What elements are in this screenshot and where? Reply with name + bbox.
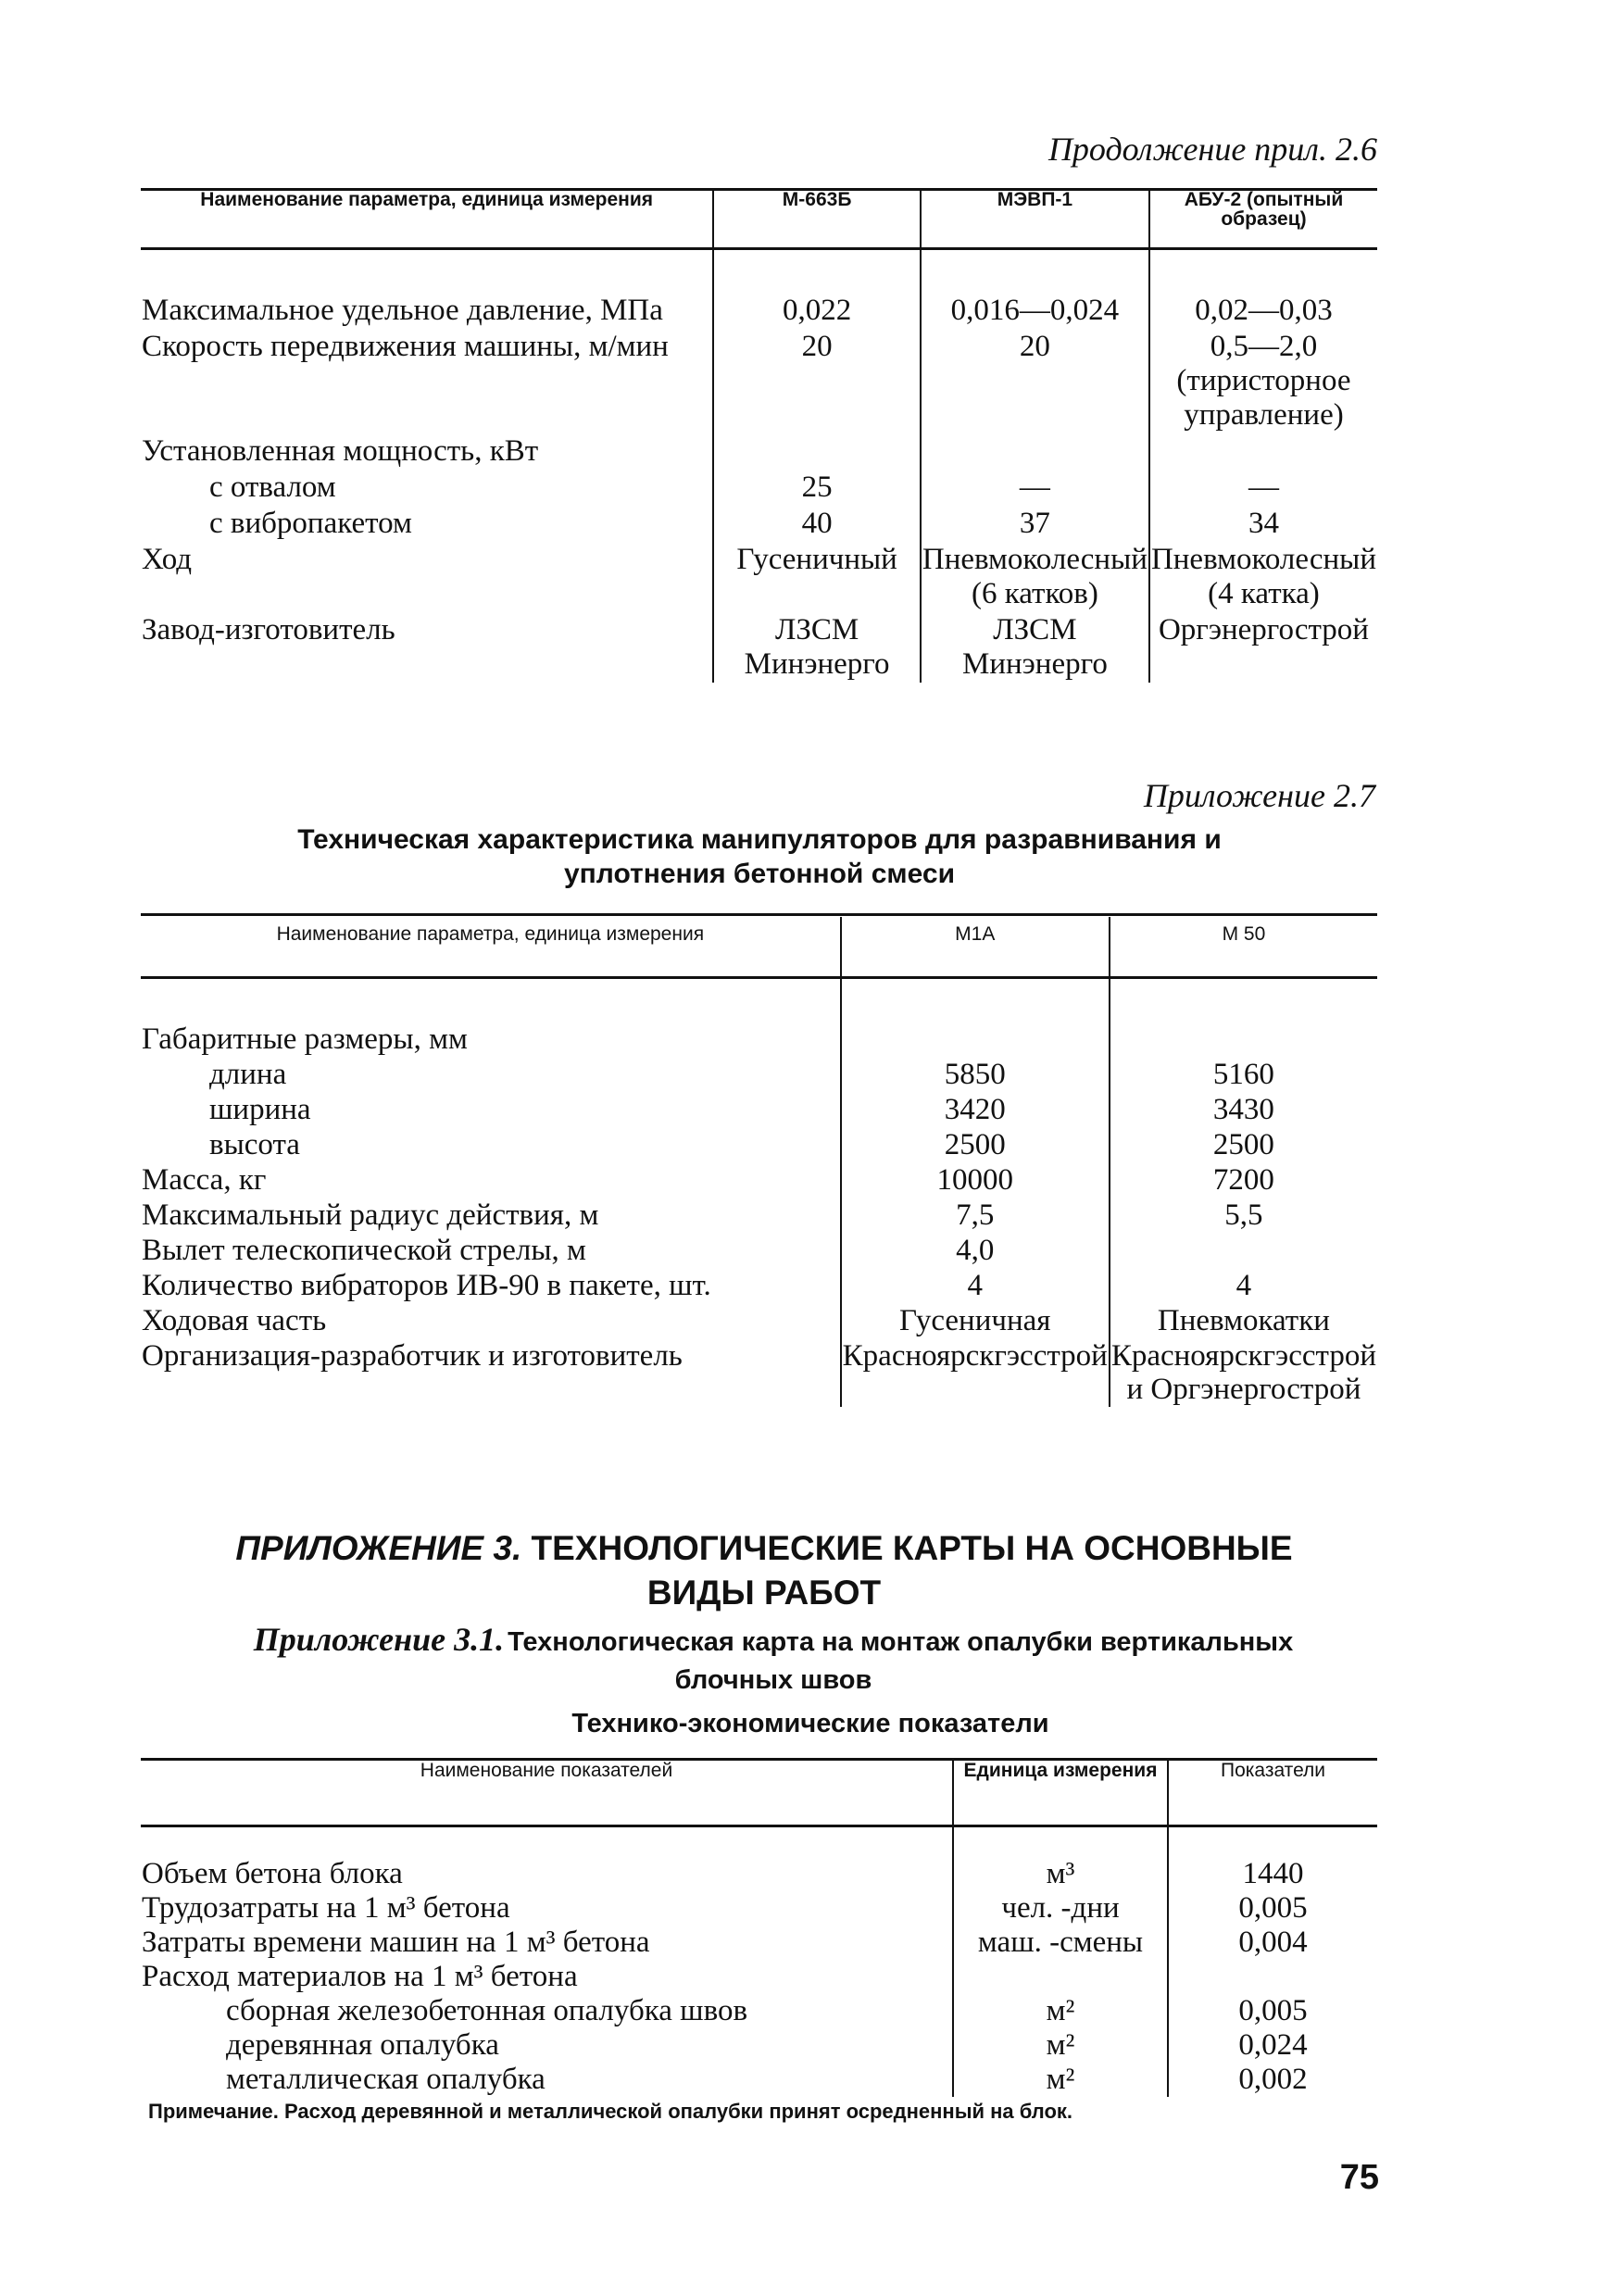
appendix-3-1-title: Технологическая карта на монтаж опалубки вертикальных блочных швов xyxy=(508,1627,1294,1695)
appendix-3-1-heading xyxy=(241,1623,1306,1701)
cell-value: 0,002 xyxy=(1168,2063,1377,2097)
cell-abu2 xyxy=(1149,433,1377,470)
row-param-name: Вылет телескопической стрелы, м xyxy=(142,1234,586,1267)
cell-m663b: 25 xyxy=(713,470,921,506)
cell-m663b: 40 xyxy=(713,506,921,542)
cell-abu2: Оргэнергострой xyxy=(1149,612,1377,683)
cell-mevp1: ЛЗСМ Минэнерго xyxy=(921,612,1149,683)
cell-unit: м² xyxy=(953,1994,1168,2028)
continuation-label: Продолжение прил. 2.6 xyxy=(1047,131,1377,168)
cell-m1a: 4,0 xyxy=(841,1233,1110,1268)
table-row xyxy=(141,293,1377,329)
table3-header-unit: Единица измерения xyxy=(953,1760,1168,1826)
table-row xyxy=(141,1926,1377,1960)
row-param-name: Завод-изготовитель xyxy=(142,613,395,646)
cell-m1a: 3420 xyxy=(841,1092,1110,1127)
row-indicator-name: сборная железобетонная опалубка швов xyxy=(226,1994,748,2027)
cell-m50: Пневмокатки xyxy=(1110,1303,1377,1338)
table-row xyxy=(141,433,1377,470)
table-row xyxy=(141,1303,1377,1338)
cell-m50: 4 xyxy=(1110,1268,1377,1303)
cell-mevp1 xyxy=(921,433,1149,470)
cell-m1a: Красноярскгэсстрой xyxy=(841,1338,1110,1407)
cell-mevp1: 0,016—0,024 xyxy=(921,293,1149,329)
table1-header-param: Наименование параметра, единица измерения xyxy=(141,190,713,249)
table-row xyxy=(141,1127,1377,1162)
row-param-name: Скорость передвижения машины, м/мин xyxy=(142,330,669,363)
table3 xyxy=(141,1760,1377,2097)
table-row xyxy=(141,1233,1377,1268)
table-row xyxy=(141,2028,1377,2063)
cell-value: 0,024 xyxy=(1168,2028,1377,2063)
cell-m50: 7200 xyxy=(1110,1162,1377,1198)
table2-header xyxy=(141,917,1377,978)
row-param-name: Ход xyxy=(142,543,193,576)
table2-header-m50: М 50 xyxy=(1110,917,1377,978)
table2 xyxy=(141,917,1377,1407)
cell-m663b: 20 xyxy=(713,329,921,433)
cell-mevp1: — xyxy=(921,470,1149,506)
table-row xyxy=(141,1960,1377,1994)
cell-m50 xyxy=(1110,1233,1377,1268)
cell-unit: м² xyxy=(953,2028,1168,2063)
cell-value: 1440 xyxy=(1168,1857,1377,1891)
cell-m663b: 0,022 xyxy=(713,293,921,329)
cell-value: 0,005 xyxy=(1168,1891,1377,1926)
cell-m50: 5,5 xyxy=(1110,1198,1377,1233)
cell-unit: м³ xyxy=(953,1857,1168,1891)
cell-value xyxy=(1168,1960,1377,1994)
row-param-name: высота xyxy=(209,1128,300,1161)
cell-value: 0,005 xyxy=(1168,1994,1377,2028)
table-row xyxy=(141,1057,1377,1092)
table-row xyxy=(141,506,1377,542)
row-param-name: длина xyxy=(209,1058,287,1091)
table-row xyxy=(141,2063,1377,2097)
cell-abu2: 0,02—0,03 xyxy=(1149,293,1377,329)
cell-abu2: 0,5—2,0 (тиристорное управление) xyxy=(1149,329,1377,433)
appendix-3-heading-text: ТЕХНОЛОГИЧЕСКИЕ КАРТЫ НА ОСНОВНЫЕ ВИДЫ РАБОТ xyxy=(531,1529,1293,1612)
table-row xyxy=(141,1022,1377,1057)
row-param-name: Установленная мощность, кВт xyxy=(142,434,539,468)
table2-top-rule xyxy=(141,913,1377,916)
table1-header-m663b: М-663Б xyxy=(713,190,921,249)
row-param-name: Максимальное удельное давление, МПа xyxy=(142,294,663,327)
table-row xyxy=(141,1857,1377,1891)
row-indicator-name: Затраты времени машин на 1 м³ бетона xyxy=(142,1926,650,1959)
cell-m663b: Гусеничный xyxy=(713,542,921,612)
cell-unit xyxy=(953,1960,1168,1994)
page-number: 75 xyxy=(1339,2158,1379,2197)
appendix-3-1-label: Приложение 3.1. xyxy=(253,1621,505,1658)
cell-m1a: 2500 xyxy=(841,1127,1110,1162)
cell-m663b: ЛЗСМ Минэнерго xyxy=(713,612,921,683)
row-indicator-name: деревянная опалубка xyxy=(226,2028,499,2062)
appendix-2-7-label: Приложение 2.7 xyxy=(1143,777,1375,814)
table-row xyxy=(141,1994,1377,2028)
cell-unit: чел. -дни xyxy=(953,1891,1168,1926)
cell-abu2: 34 xyxy=(1149,506,1377,542)
table-row xyxy=(141,1268,1377,1303)
table2-body xyxy=(141,1022,1377,1407)
table-row xyxy=(141,1092,1377,1127)
table1-header-abu2: АБУ-2 (опытный образец) xyxy=(1149,190,1377,249)
table3-header-name: Наименование показателей xyxy=(141,1760,953,1826)
table-row xyxy=(141,542,1377,612)
row-param-name: Масса, кг xyxy=(142,1163,267,1197)
table3-header xyxy=(141,1760,1377,1826)
row-param-name: ширина xyxy=(209,1093,311,1126)
note-label: Примечание. xyxy=(148,2100,279,2123)
cell-m50: Красноярскгэсстрой и Оргэнергострой xyxy=(1110,1339,1376,1406)
note-text: Расход деревянной и металлической опалубки принят осредненный на блок. xyxy=(284,2100,1073,2123)
table1-header xyxy=(141,190,1377,249)
table3-header-value: Показатели xyxy=(1168,1760,1377,1826)
appendix-3-heading-label: ПРИЛОЖЕНИЕ 3. xyxy=(235,1529,522,1567)
cell-m1a: 7,5 xyxy=(841,1198,1110,1233)
table1-body xyxy=(141,293,1377,683)
row-param-name: Организация-разработчик и изготовитель xyxy=(142,1339,683,1373)
cell-m1a xyxy=(841,1022,1110,1057)
table-row xyxy=(141,1338,1377,1407)
cell-unit: маш. -смены xyxy=(953,1926,1168,1960)
appendix-3-heading xyxy=(185,1526,1343,1615)
table-row xyxy=(141,1162,1377,1198)
cell-mevp1: 20 xyxy=(921,329,1149,433)
row-param-name: с вибропакетом xyxy=(209,507,412,540)
appendix-3-1-subtitle: Технико-экономические показатели xyxy=(571,1709,1049,1738)
table-row xyxy=(141,1198,1377,1233)
cell-m50 xyxy=(1110,1022,1377,1057)
cell-m50: 3430 xyxy=(1110,1092,1377,1127)
cell-mevp1: 37 xyxy=(921,506,1149,542)
cell-m1a: 4 xyxy=(841,1268,1110,1303)
row-param-name: Габаритные размеры, мм xyxy=(142,1023,468,1056)
cell-m663b xyxy=(713,433,921,470)
row-param-name: Максимальный радиус действия, м xyxy=(142,1198,599,1232)
table-row xyxy=(141,470,1377,506)
row-param-name: с отвалом xyxy=(209,470,336,504)
cell-unit: м² xyxy=(953,2063,1168,2097)
cell-m50: 5160 xyxy=(1110,1057,1377,1092)
cell-m1a: Гусеничная xyxy=(841,1303,1110,1338)
table-row xyxy=(141,1891,1377,1926)
table-row xyxy=(141,329,1377,433)
row-param-name: Количество вибраторов ИВ-90 в пакете, шт. xyxy=(142,1269,711,1302)
cell-abu2: — xyxy=(1149,470,1377,506)
cell-value: 0,004 xyxy=(1168,1926,1377,1960)
row-indicator-name: металлическая опалубка xyxy=(226,2063,546,2096)
cell-mevp1: Пневмоколесный (6 катков) xyxy=(922,543,1148,610)
cell-m1a: 10000 xyxy=(841,1162,1110,1198)
table3-body xyxy=(141,1857,1377,2097)
note xyxy=(148,2098,1380,2126)
row-indicator-name: Трудозатраты на 1 м³ бетона xyxy=(142,1891,510,1925)
table2-header-m1a: М1А xyxy=(841,917,1110,978)
table1-header-mevp1: МЭВП-1 xyxy=(921,190,1149,249)
cell-abu2: Пневмоколесный (4 катка) xyxy=(1150,543,1376,610)
table-row xyxy=(141,612,1377,683)
cell-m50: 2500 xyxy=(1110,1127,1377,1162)
cell-m1a: 5850 xyxy=(841,1057,1110,1092)
row-indicator-name: Объем бетона блока xyxy=(142,1857,403,1890)
row-param-name: Ходовая часть xyxy=(142,1304,327,1337)
table1 xyxy=(141,190,1377,683)
table2-header-param: Наименование параметра, единица измерения xyxy=(141,917,841,978)
appendix-2-7-title: Техническая характеристика манипуляторов для разравнивания и уплотнения бетонной смеси xyxy=(297,824,1222,889)
row-indicator-name: Расход материалов на 1 м³ бетона xyxy=(142,1960,578,1993)
